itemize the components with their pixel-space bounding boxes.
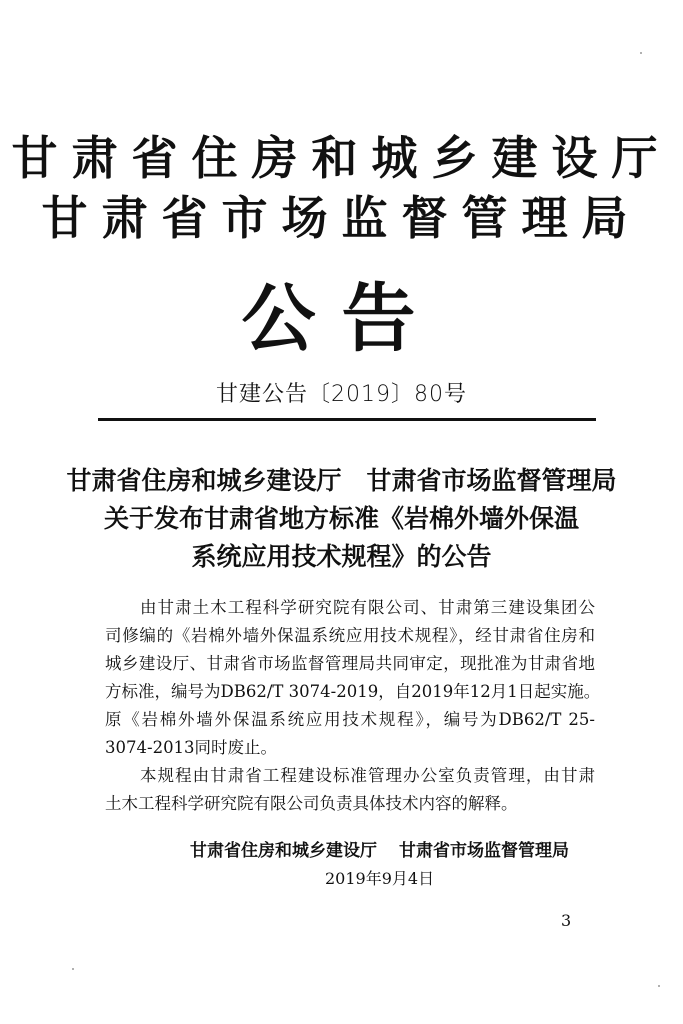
signature-block [190,838,591,864]
issuer-line-1: 甘肃省住房和城乡建设厅 [11,131,672,185]
headline-line-1: 甘肃省住房和城乡建设厅 甘肃省市场监督管理局 [66,466,617,495]
issuer-line-2: 甘肃省市场监督管理局 [41,191,642,245]
body-line-6: 3074-2013同时废止。 [105,738,278,757]
scan-speck [640,52,642,54]
header-divider [98,418,596,421]
body-line-1: 由甘肃土木工程科学研究院有限公司、甘肃第三建设集团公 [140,598,595,617]
signature-org-2: 甘肃省市场监督管理局 [399,841,569,861]
scan-speck [658,985,660,987]
headline-line-2: 关于发布甘肃省地方标准《岩棉外墙外保温 [103,504,579,533]
body-line-7: 本规程由甘肃省工程建设标准管理办公室负责管理，由甘肃 [140,766,595,785]
body-line-4: 方标准，编号为DB62/T 3074-2019，自2019年12月1日起实施。 [105,682,601,701]
body-line-5: 原《岩棉外墙外保温系统应用技术规程》，编号为DB62/T 25- [105,710,595,729]
body-line-3: 城乡建设厅、甘肃省市场监督管理局共同审定，现批准为甘肃省地 [105,654,595,673]
signature-org-1: 甘肃省住房和城乡建设厅 [190,841,377,861]
body-line-2: 司修编的《岩棉外墙外保温系统应用技术规程》，经甘肃省住房和 [105,626,595,645]
document-number: 甘建公告〔2019〕80号 [216,382,467,407]
document-title: 公告 [241,276,442,362]
headline-line-3: 系统应用技术规程》的公告 [191,542,492,571]
signature-date: 2019年9月4日 [325,869,435,888]
page-number: 3 [561,911,572,930]
scan-speck [72,968,74,970]
body-line-8: 土木工程科学研究院有限公司负责具体技术内容的解释。 [105,794,518,813]
